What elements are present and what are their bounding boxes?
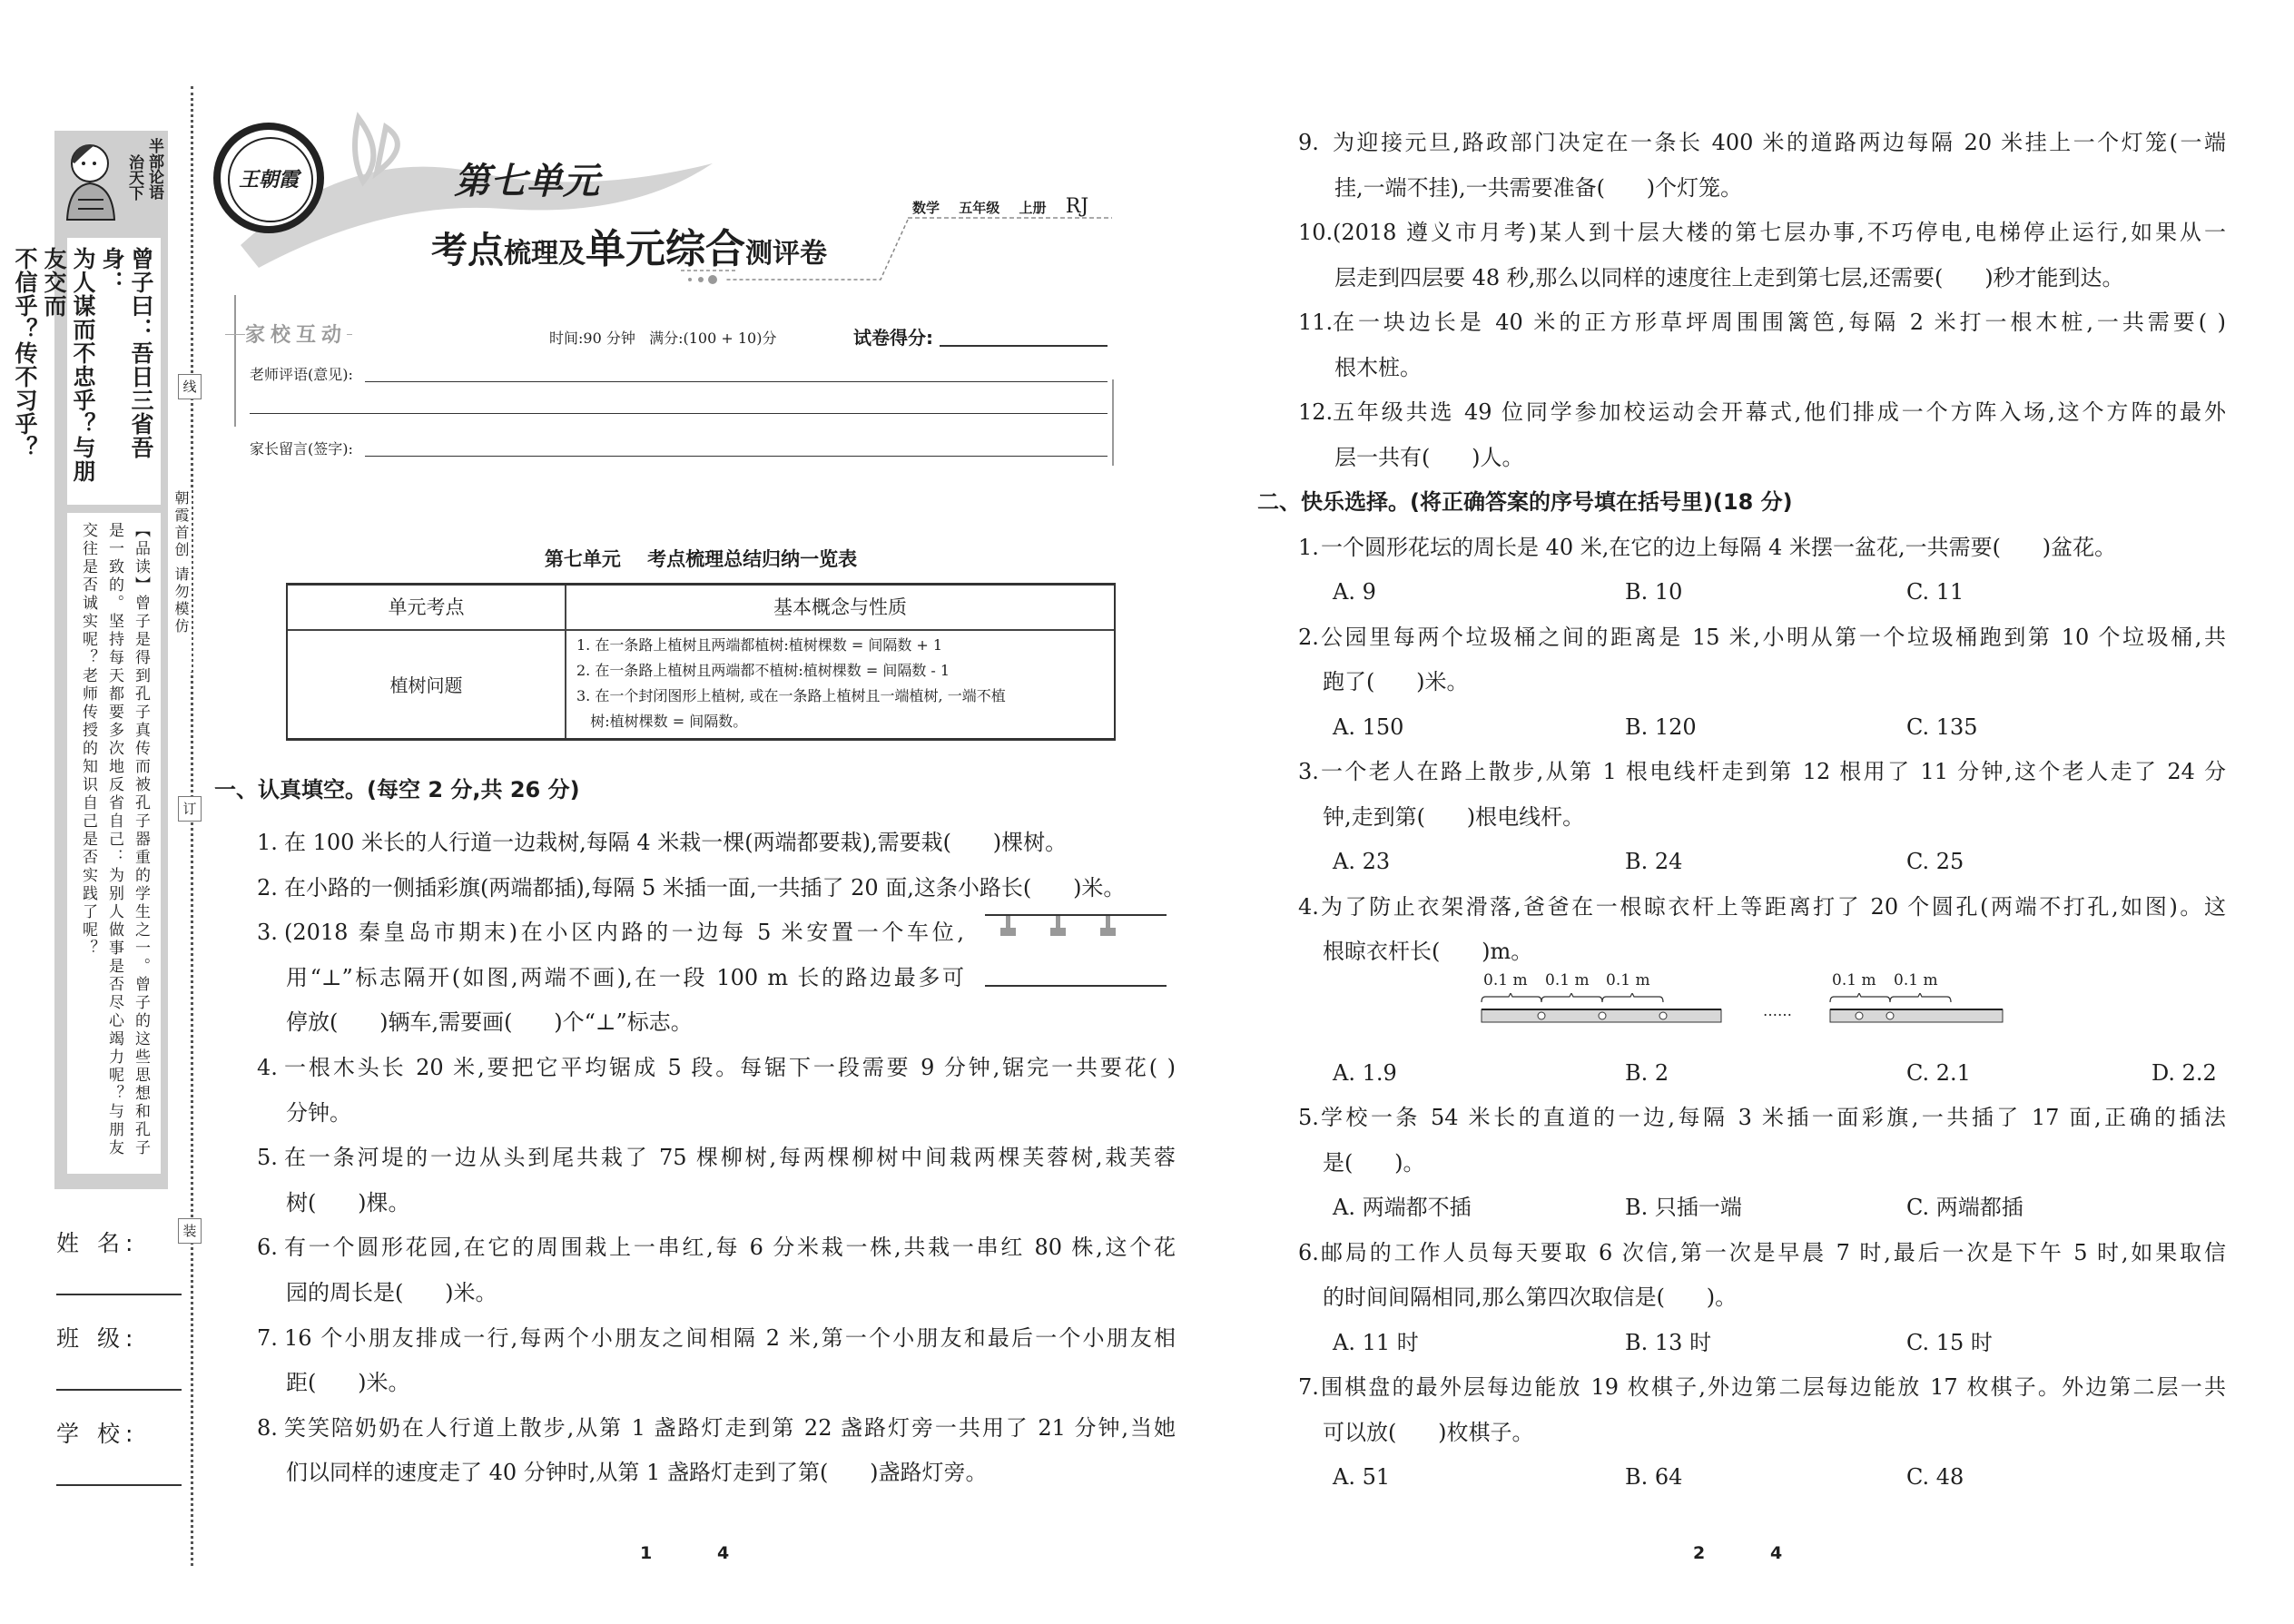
option-b[interactable]: B. 24 <box>1625 849 1683 874</box>
choice-question-6-text-line: 的时间间隔相同,那么第四次取信是( )。 <box>1323 1284 1738 1310</box>
time-score-info: 时间:90 分钟 满分:(100 + 10)分 <box>549 330 777 347</box>
fill-question-6-text-line: 园的周长是( )米。 <box>286 1280 497 1305</box>
fill-question-9-text-line: 为迎接元旦,路政部门决定在一条长 400 米的道路两边每隔 20 米挂上一个灯笼(一端 <box>1333 130 2226 155</box>
subtitle-part: 梳理及 <box>504 238 586 270</box>
choice-question-6-text-line: 邮局的工作人员每天要取 6 次信,第一次是早晨 7 时,最后一次是下午 5 时,如果取信 <box>1321 1239 2226 1265</box>
choice-question-5-number: 5. <box>1298 1105 1319 1130</box>
fill-question-9-number: 9. <box>1298 130 1319 155</box>
choice-question-4-text-line: 根晾衣杆长( )m。 <box>1323 939 1533 964</box>
fill-question-12-number: 12. <box>1298 399 1334 425</box>
option-c[interactable]: C. 25 <box>1906 849 1964 874</box>
summary-table-title: 第七单元 考点梳理总结归纳一览表 <box>544 548 858 570</box>
fill-question-7-number: 7. <box>257 1324 278 1351</box>
choice-question-1-text-line: 一个圆形花坛的周长是 40 米,在它的边上每隔 4 米摆一盆花,一共需要( )盆花。 <box>1321 534 2117 560</box>
choice-question-2-number: 2. <box>1298 624 1319 650</box>
fill-question-7-text-line: 距( )米。 <box>286 1370 410 1396</box>
option-d[interactable]: D. 2.2 <box>2151 1059 2217 1086</box>
logo-text: 王朝霞 <box>238 168 299 192</box>
choice-question-2-text-line: 跑了( )米。 <box>1323 669 1469 694</box>
sidebar-analects <box>12 131 168 1189</box>
table-cell-point: 3. 在一个封闭图形上植树, 或在一条路上植树且一端植树, 一端不植 <box>576 687 1006 704</box>
quote-line: 不信乎？传不习乎？ <box>12 247 38 459</box>
class-field[interactable] <box>56 1389 182 1391</box>
option-c[interactable]: C. 48 <box>1906 1464 1964 1490</box>
choice-question-7-text-line: 围棋盘的最外层每边能放 19 枚棋子,外边第二层每边能放 17 枚棋子。外边第二层一共 <box>1321 1374 2226 1400</box>
page-number: 1 <box>640 1543 653 1563</box>
margin-marker-zhuang: 装 <box>178 1218 202 1244</box>
fill-question-8-text-line: 笑笑陪奶奶在人行道上散步,从第 1 盏路灯走到第 22 盏路灯旁一共用了 21 分钟,当她 <box>284 1414 1176 1441</box>
choice-question-3-text-line: 一个老人在路上散步,从第 1 根电线杆走到第 12 根用了 11 分钟,这个老人走了 24 分 <box>1321 759 2226 784</box>
teacher-comment-field-line2[interactable] <box>250 413 1108 414</box>
subtitle-part: 考点 <box>431 229 504 271</box>
label-char: 互 <box>296 324 322 347</box>
option-a[interactable]: A. 两端都不插 <box>1333 1195 1472 1220</box>
fill-question-2-number: 2. <box>257 874 278 901</box>
quote-line: 为人谋而不忠乎？与朋友交而 <box>41 247 96 483</box>
fill-question-12-text-line: 层一共有( )人。 <box>1334 444 1524 470</box>
fill-question-6-number: 6. <box>257 1235 278 1261</box>
choice-question-4-number: 4. <box>1298 893 1319 920</box>
option-b[interactable]: B. 只插一端 <box>1625 1195 1742 1220</box>
fill-question-12-text-line: 五年级共选 49 位同学参加校运动会开幕式,他们排成一个方阵入场,这个方阵的最外 <box>1333 399 2226 425</box>
label-char: 校 <box>271 324 297 347</box>
segment-length-label: 0.1 m <box>1545 970 1590 989</box>
parking-marker-figure <box>980 912 1171 994</box>
fill-question-3-text-line: 停放( )辆车,需要画( )个“⊥”标志。 <box>286 1009 693 1036</box>
segment-length-label: 0.1 m <box>1832 970 1876 989</box>
option-a[interactable]: A. 51 <box>1333 1464 1391 1490</box>
quote-panel <box>12 238 161 505</box>
option-a[interactable]: A. 150 <box>1333 714 1404 740</box>
section2-title: 二、快乐选择。(将正确答案的序号填在括号里)(18 分) <box>1257 489 1793 515</box>
section1-title: 一、认真填空。(每空 2 分,共 26 分) <box>214 777 580 802</box>
fill-question-2-text-line: 在小路的一侧插彩旗(两端都插),每隔 5 米插一面,一共插了 20 面,这条小路长( )米。 <box>284 874 1126 901</box>
option-b[interactable]: B. 64 <box>1625 1464 1683 1490</box>
binding-cut-line <box>191 86 193 1566</box>
fill-question-8-text-line: 们以同样的速度走了 40 分钟时,从第 1 盏路灯走到了第( )盏路灯旁。 <box>286 1460 988 1486</box>
header-dashed-decoration <box>436 209 1180 290</box>
fill-question-5-text-line: 在一条河堤的一边从头到尾共栽了 75 棵柳树,每两棵柳树中间栽两棵芙蓉树,栽芙蓉 <box>284 1145 1176 1171</box>
label-char: 动 <box>321 324 348 347</box>
choice-question-7-number: 7. <box>1298 1374 1319 1400</box>
table-header-topic: 单元考点 <box>388 596 465 618</box>
scholar-cartoon-icon <box>58 136 122 227</box>
box-border-left <box>234 295 236 427</box>
edition: RJ <box>1065 195 1089 218</box>
margin-marker-xian: 线 <box>178 374 202 399</box>
page-number: 2 <box>1693 1543 1706 1563</box>
pole-drawing <box>1480 993 2006 1048</box>
option-a[interactable]: A. 11 时 <box>1333 1329 1419 1355</box>
choice-question-6-number: 6. <box>1298 1239 1319 1265</box>
fill-question-1-text-line: 在 100 米长的人行道一边栽树,每隔 4 米栽一棵(两端都要栽),需要栽( )棵树。 <box>284 830 1068 855</box>
fill-question-3-text-line: 用“⊥”标志隔开(如图,两端不画),在一段 100 m 长的路边最多可 <box>286 964 964 990</box>
choice-question-7-text-line: 可以放( )枚棋子。 <box>1323 1419 1534 1445</box>
logo <box>213 123 324 233</box>
fill-question-11-text-line: 根木桩。 <box>1334 354 1422 380</box>
choice-question-3-number: 3. <box>1298 759 1319 784</box>
option-c[interactable]: C. 135 <box>1906 714 1978 740</box>
score-field[interactable] <box>940 345 1108 347</box>
choice-question-1-number: 1. <box>1298 534 1319 560</box>
fill-question-4-text-line: 分钟。 <box>286 1099 351 1126</box>
fill-question-4-number: 4. <box>257 1055 278 1080</box>
page-total: 4 <box>717 1543 730 1563</box>
option-b[interactable]: B. 13 时 <box>1625 1329 1712 1355</box>
clothes-pole-figure <box>1480 971 2006 1044</box>
fill-question-7-text-line: 16 个小朋友排成一行,每两个小朋友之间相隔 2 米,第一个小朋友和最后一个小朋友相 <box>284 1324 1176 1351</box>
figure-ellipsis: …… <box>1763 1001 1792 1019</box>
quote-text <box>10 247 155 501</box>
school-field[interactable] <box>56 1484 182 1486</box>
segment-length-label: 0.1 m <box>1894 970 1938 989</box>
fill-question-1-number: 1. <box>257 830 278 855</box>
option-b[interactable]: B. 2 <box>1625 1059 1669 1086</box>
fill-question-10-number: 10. <box>1298 220 1334 245</box>
table-cell-point: 2. 在一条路上植树且两端都不植树:植树棵数 = 间隔数 - 1 <box>576 662 950 679</box>
parent-comment-label: 家长留言(签字): <box>250 440 353 458</box>
fill-question-4-text-line: 一根木头长 20 米,要把它平均锯成 5 段。每锯下一段需要 9 分钟,锯完一共要花( ) <box>284 1055 1176 1080</box>
choice-question-3-text-line: 钟,走到第( )根电线杆。 <box>1323 803 1585 830</box>
table-cell-point: 树:植树棵数 = 间隔数。 <box>576 713 748 730</box>
fill-question-3-number: 3. <box>257 920 278 946</box>
option-c[interactable]: C. 11 <box>1906 579 1964 605</box>
score-label: 试卷得分: <box>853 327 933 349</box>
motto-column-1: 半部论语 <box>145 138 163 200</box>
fill-question-9-text-line: 挂,一端不挂),一共需要准备( )个灯笼。 <box>1334 174 1743 201</box>
fill-question-6-text-line: 有一个圆形花园,在它的周围栽上一串红,每 6 分米栽一株,共栽一串红 80 株,这个花 <box>284 1235 1176 1261</box>
option-a[interactable]: A. 23 <box>1333 849 1391 874</box>
option-c[interactable]: C. 15 时 <box>1906 1329 1993 1355</box>
choice-question-5-text-line: 是( )。 <box>1323 1149 1425 1176</box>
teacher-comment-label: 老师评语(意见): <box>250 366 353 383</box>
summary-table <box>286 583 1116 741</box>
parent-comment-field[interactable] <box>365 456 1108 457</box>
margin-marker-ding: 订 <box>178 796 202 822</box>
pindu-panel <box>67 513 161 1174</box>
fill-question-11-text-line: 在一块边长是 40 米的正方形草坪周围围篱笆,每隔 2 米打一根木桩,一共需要( ) <box>1333 310 2226 335</box>
option-c[interactable]: C. 两端都插 <box>1906 1195 2023 1220</box>
choice-question-4-text-line: 为了防止衣架滑落,爸爸在一根晾衣杆上等距离打了 20 个圆孔(两端不打孔,如图)。这 <box>1321 893 2226 920</box>
segment-length-label: 0.1 m <box>1483 970 1528 989</box>
unit-title: 第七单元 <box>454 161 599 202</box>
copyright-notice: 朝霞首创 请勿模仿 <box>171 490 192 672</box>
fill-question-11-number: 11. <box>1298 310 1334 335</box>
choice-question-2-text-line: 公园里每两个垃圾桶之间的距离是 15 米,小明从第一个垃圾桶跑到第 10 个垃圾桶,共 <box>1321 624 2226 650</box>
choice-question-5-text-line: 学校一条 54 米长的直道的一边,每隔 3 米插一面彩旗,一共插了 17 面,正确的插法 <box>1321 1105 2226 1130</box>
fill-question-10-text-line: (2018 遵义市月考)某人到十层大楼的第七层办事,不巧停电,电梯停止运行,如果从一 <box>1333 220 2226 245</box>
option-b[interactable]: B. 120 <box>1625 714 1697 740</box>
quote-line: 曾子曰：吾日三省吾身： <box>99 247 154 459</box>
table-header-concepts: 基本概念与性质 <box>565 586 1114 629</box>
fill-question-10-text-line: 层走到四层要 48 秒,那么以同样的速度往上走到第七层,还需要( )秒才能到达。 <box>1334 264 2124 290</box>
table-cell-topic: 植树问题 <box>389 674 463 696</box>
name-label: 姓 名: <box>56 1230 139 1256</box>
label-char: 家 <box>245 324 271 347</box>
subtitle-part: 测评卷 <box>745 238 827 270</box>
pindu-text: 【品读】曾子是得到孔子真传而被孔子器重的学生之一。曾子的这些思想和孔子是一致的。坚持每天都要多次地反省自己：为别人做事是否尽心竭力呢？与朋友交往是否诚实呢？老师传授的知识自己是否实践了呢？ <box>79 522 150 1157</box>
teacher-comment-field[interactable] <box>365 381 1108 382</box>
fill-question-5-text-line: 树( )棵。 <box>286 1189 410 1216</box>
subject: 数学 <box>912 200 940 216</box>
school-label: 学 校: <box>56 1421 139 1447</box>
box-border-right <box>1112 379 1114 466</box>
subtitle-part: 单元综合 <box>586 226 745 272</box>
fill-question-8-number: 8. <box>257 1414 278 1441</box>
motto-column-2: 治天下 <box>125 154 143 201</box>
option-a[interactable]: A. 9 <box>1333 579 1376 605</box>
page-total: 4 <box>1770 1543 1783 1563</box>
fill-question-5-number: 5. <box>257 1145 278 1171</box>
option-a[interactable]: A. 1.9 <box>1333 1059 1397 1086</box>
class-label: 班 级: <box>56 1325 139 1352</box>
grade: 五年级 <box>959 200 1000 216</box>
table-cell-point: 1. 在一条路上植树且两端都植树:植树棵数 = 间隔数 + 1 <box>576 636 943 654</box>
option-c[interactable]: C. 2.1 <box>1906 1059 1971 1086</box>
volume: 上册 <box>1019 200 1047 216</box>
name-field[interactable] <box>56 1294 182 1295</box>
option-b[interactable]: B. 10 <box>1625 579 1683 605</box>
segment-length-label: 0.1 m <box>1606 970 1650 989</box>
fill-question-3-text-line: (2018 秦皇岛市期末)在小区内路的一边每 5 米安置一个车位, <box>284 920 964 946</box>
home-school-label <box>245 320 347 348</box>
